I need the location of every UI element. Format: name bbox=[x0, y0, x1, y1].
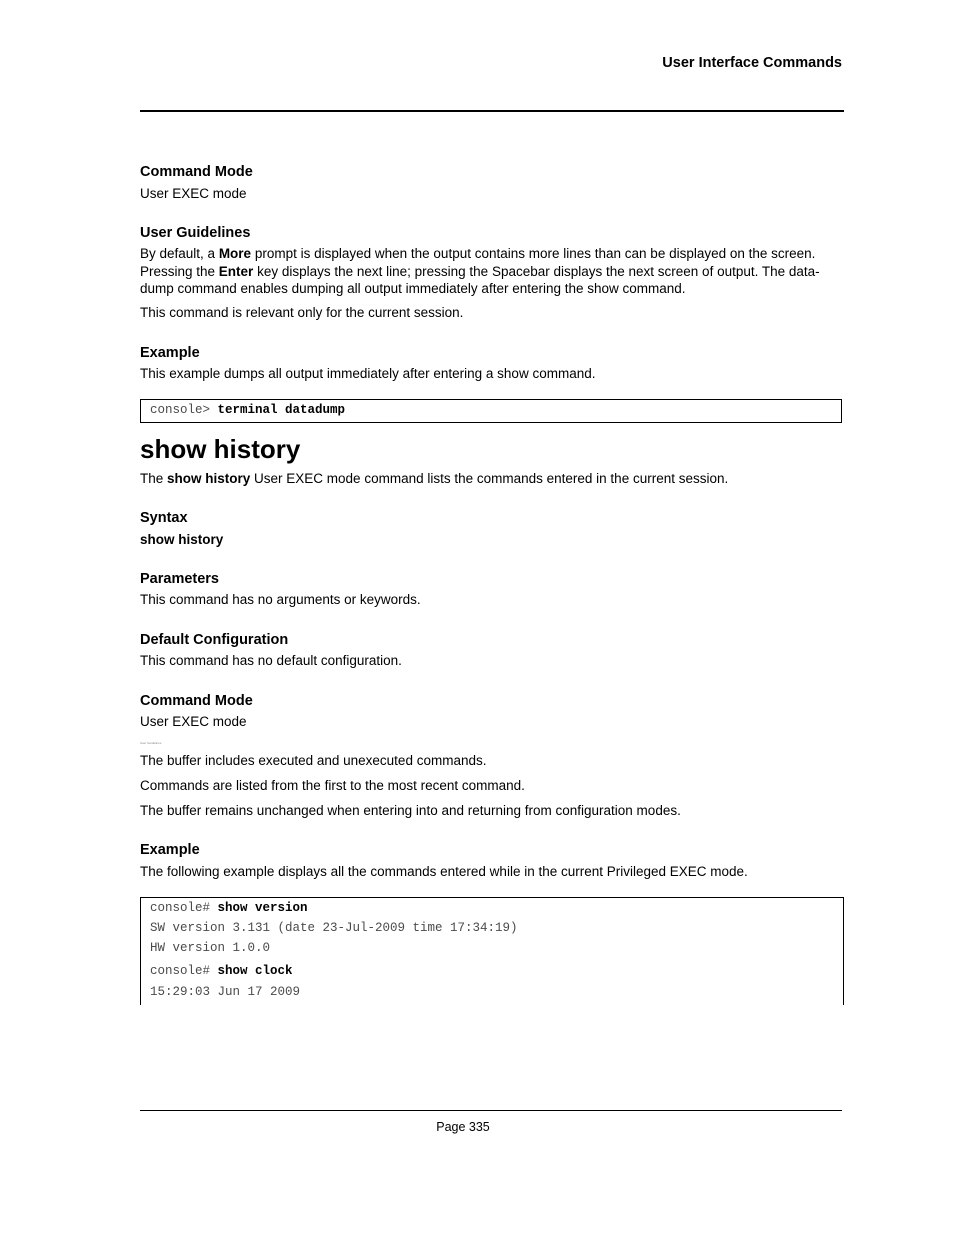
header-divider bbox=[140, 110, 844, 112]
guideline-line: Commands are listed from the first to the most recent command. bbox=[140, 778, 525, 793]
example-heading: Example bbox=[140, 345, 200, 361]
command-intro: The show history User EXEC mode command lists the commands entered in the current session. bbox=[140, 471, 729, 486]
code-line: SW version 3.131 (date 23-Jul-2009 time 17:34:19) bbox=[150, 921, 518, 935]
guideline-line: The buffer includes executed and unexecuted commands. bbox=[140, 753, 487, 768]
parameters-heading: Parameters bbox=[140, 571, 219, 587]
page-number: Page 335 bbox=[436, 1120, 490, 1134]
code-line: console> terminal datadump bbox=[150, 403, 346, 417]
example-heading-2: Example bbox=[140, 842, 200, 858]
enter-keyword: Enter bbox=[218, 263, 254, 279]
code-line: 15:29:03 Jun 17 2009 bbox=[150, 985, 301, 999]
tiny-guidelines-label: User Guidelines bbox=[140, 741, 162, 745]
command-mode-heading: Command Mode bbox=[140, 164, 253, 180]
guideline-line: The buffer remains unchanged when entering into and returning from configuration modes. bbox=[140, 803, 681, 818]
command-mode-text-2: User EXEC mode bbox=[140, 714, 247, 729]
command-mode-text: User EXEC mode bbox=[140, 186, 247, 201]
syntax-heading: Syntax bbox=[140, 510, 188, 526]
page-header-title: User Interface Commands bbox=[662, 55, 842, 71]
example-description: This example dumps all output immediately after entering a show command. bbox=[140, 366, 596, 381]
code-line: HW version 1.0.0 bbox=[150, 941, 271, 955]
parameters-text: This command has no arguments or keywords. bbox=[140, 592, 421, 607]
session-note: This command is relevant only for the current session. bbox=[140, 305, 464, 320]
example-description-2: The following example displays all the commands entered while in the current Privileged EXEC mode. bbox=[140, 864, 748, 879]
more-keyword: More bbox=[218, 246, 252, 261]
code-line: console# show version bbox=[150, 901, 308, 915]
code-line: console# show clock bbox=[150, 964, 293, 978]
command-mode-heading-2: Command Mode bbox=[140, 693, 253, 709]
footer-divider bbox=[140, 1110, 842, 1111]
syntax-text: show history bbox=[140, 532, 224, 547]
user-guidelines-heading: User Guidelines bbox=[140, 225, 251, 241]
default-config-heading: Default Configuration bbox=[140, 632, 289, 648]
command-title: show history bbox=[140, 434, 301, 464]
code-block-datadump bbox=[140, 399, 842, 423]
default-config-text: This command has no default configuration. bbox=[140, 653, 402, 668]
code-block-history bbox=[140, 897, 844, 1005]
user-guidelines-paragraph: By default, a More prompt is displayed when the output contains more lines than can be displayed on the screen. Pressing the Enter key displays the next line; pressing the Spacebar displays the next screen of output. The data-dump command enables dumping all output immediately after entering the show command. bbox=[140, 246, 820, 296]
